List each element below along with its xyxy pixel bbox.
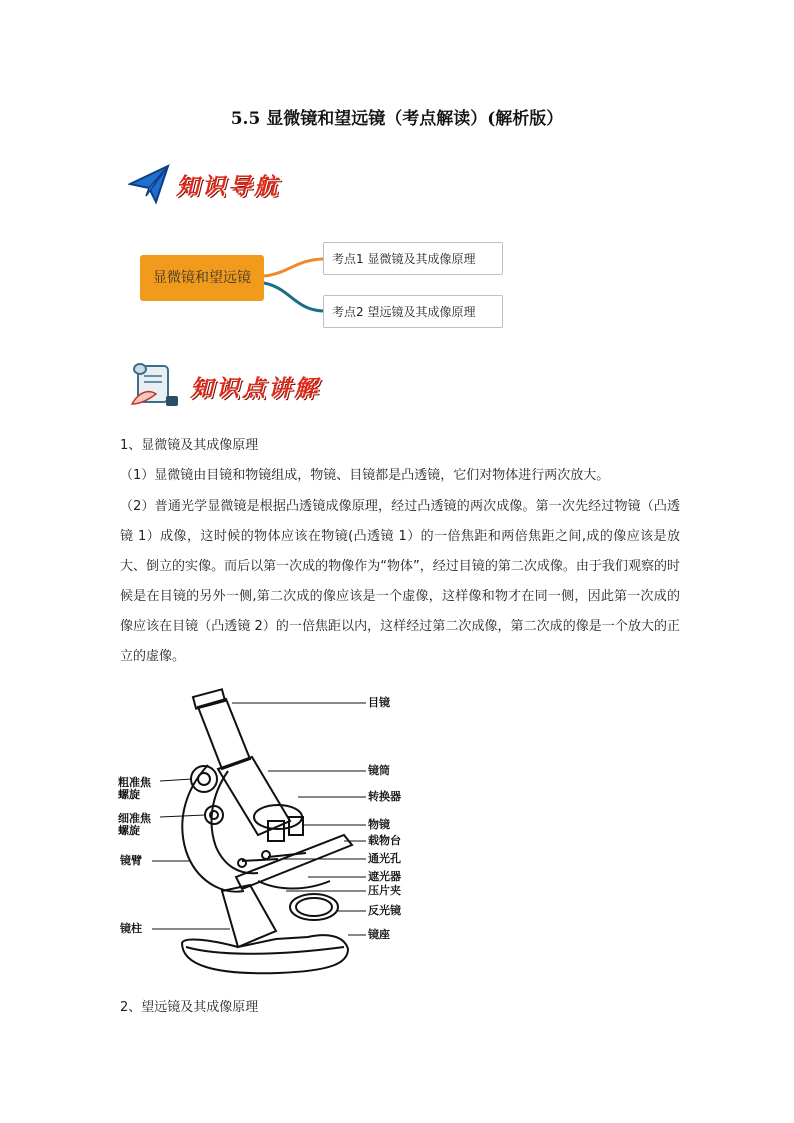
- scroll-quill-icon: [128, 360, 182, 412]
- label-eyepiece: 目镜: [368, 696, 390, 709]
- section1-paragraph-2: （2）普通光学显微镜是根据凸透镜成像原理，经过凸透镜的两次成像。第一次先经过物镜（凸透镜 1）成像，这时候的物体应该在物镜(凸透镜 1）的一倍焦距和两倍焦距之间,成的像应该是放大、倒立的实像。而后以第一次成的物像作为“物体”，经过目镜的第二次成像。由于我们观察的时候是在目镜的另外一侧,第二次成的像应该是一个虚像，这样像和物才在同一侧，因此第一次成的像应该在目镜（凸透镜 2）的一倍焦距以内，这样经过第二次成像，第二次成的像是一个放大的正立的虚像。: [120, 499, 680, 664]
- mindmap-root: 显微镜和望远镜: [140, 255, 264, 301]
- label-pillar: 镜柱: [120, 922, 142, 935]
- knowledge-points-banner: [128, 360, 368, 412]
- page-title: 5.5 显微镜和望远镜（考点解读）(解析版）: [230, 109, 564, 129]
- section1-paragraph-1: （1）显微镜由目镜和物镜组成，物镜、目镜都是凸透镜，它们对物体进行两次放大。: [120, 468, 610, 483]
- label-tube: 镜筒: [368, 764, 390, 777]
- label-diaphragm: 遮光器: [368, 870, 401, 883]
- connector-bottom: [264, 283, 323, 311]
- label-mirror: 反光镜: [368, 904, 401, 917]
- microscope-diagram: [118, 685, 408, 985]
- label-clip: 压片夹: [368, 884, 401, 897]
- connector-top: [264, 259, 323, 276]
- paper-plane-icon: [128, 162, 172, 206]
- label-converter: 转换器: [368, 790, 401, 803]
- section2-heading: 2、望远镜及其成像原理: [120, 1000, 259, 1015]
- label-objective: 物镜: [368, 818, 390, 831]
- knowledge-nav-text: 知识导航: [176, 173, 280, 200]
- label-fine-focus-line2: 螺旋: [118, 824, 140, 837]
- label-aperture: 通光孔: [368, 852, 401, 865]
- label-stage: 载物台: [368, 834, 401, 847]
- label-leaders: [118, 685, 408, 985]
- label-base: 镜座: [368, 928, 390, 941]
- mindmap: [130, 228, 530, 338]
- label-coarse-focus-line1: 粗准焦: [118, 776, 151, 789]
- mindmap-node-2: 考点2 望远镜及其成像原理: [323, 295, 503, 328]
- knowledge-points-text: 知识点讲解: [190, 375, 320, 402]
- knowledge-nav-banner: [128, 160, 328, 212]
- label-arm: 镜臂: [120, 854, 142, 867]
- mindmap-node-1: 考点1 显微镜及其成像原理: [323, 242, 503, 275]
- section1-heading: 1、显微镜及其成像原理: [120, 438, 259, 453]
- label-coarse-focus-line2: 螺旋: [118, 788, 140, 801]
- label-fine-focus-line1: 细准焦: [118, 812, 151, 825]
